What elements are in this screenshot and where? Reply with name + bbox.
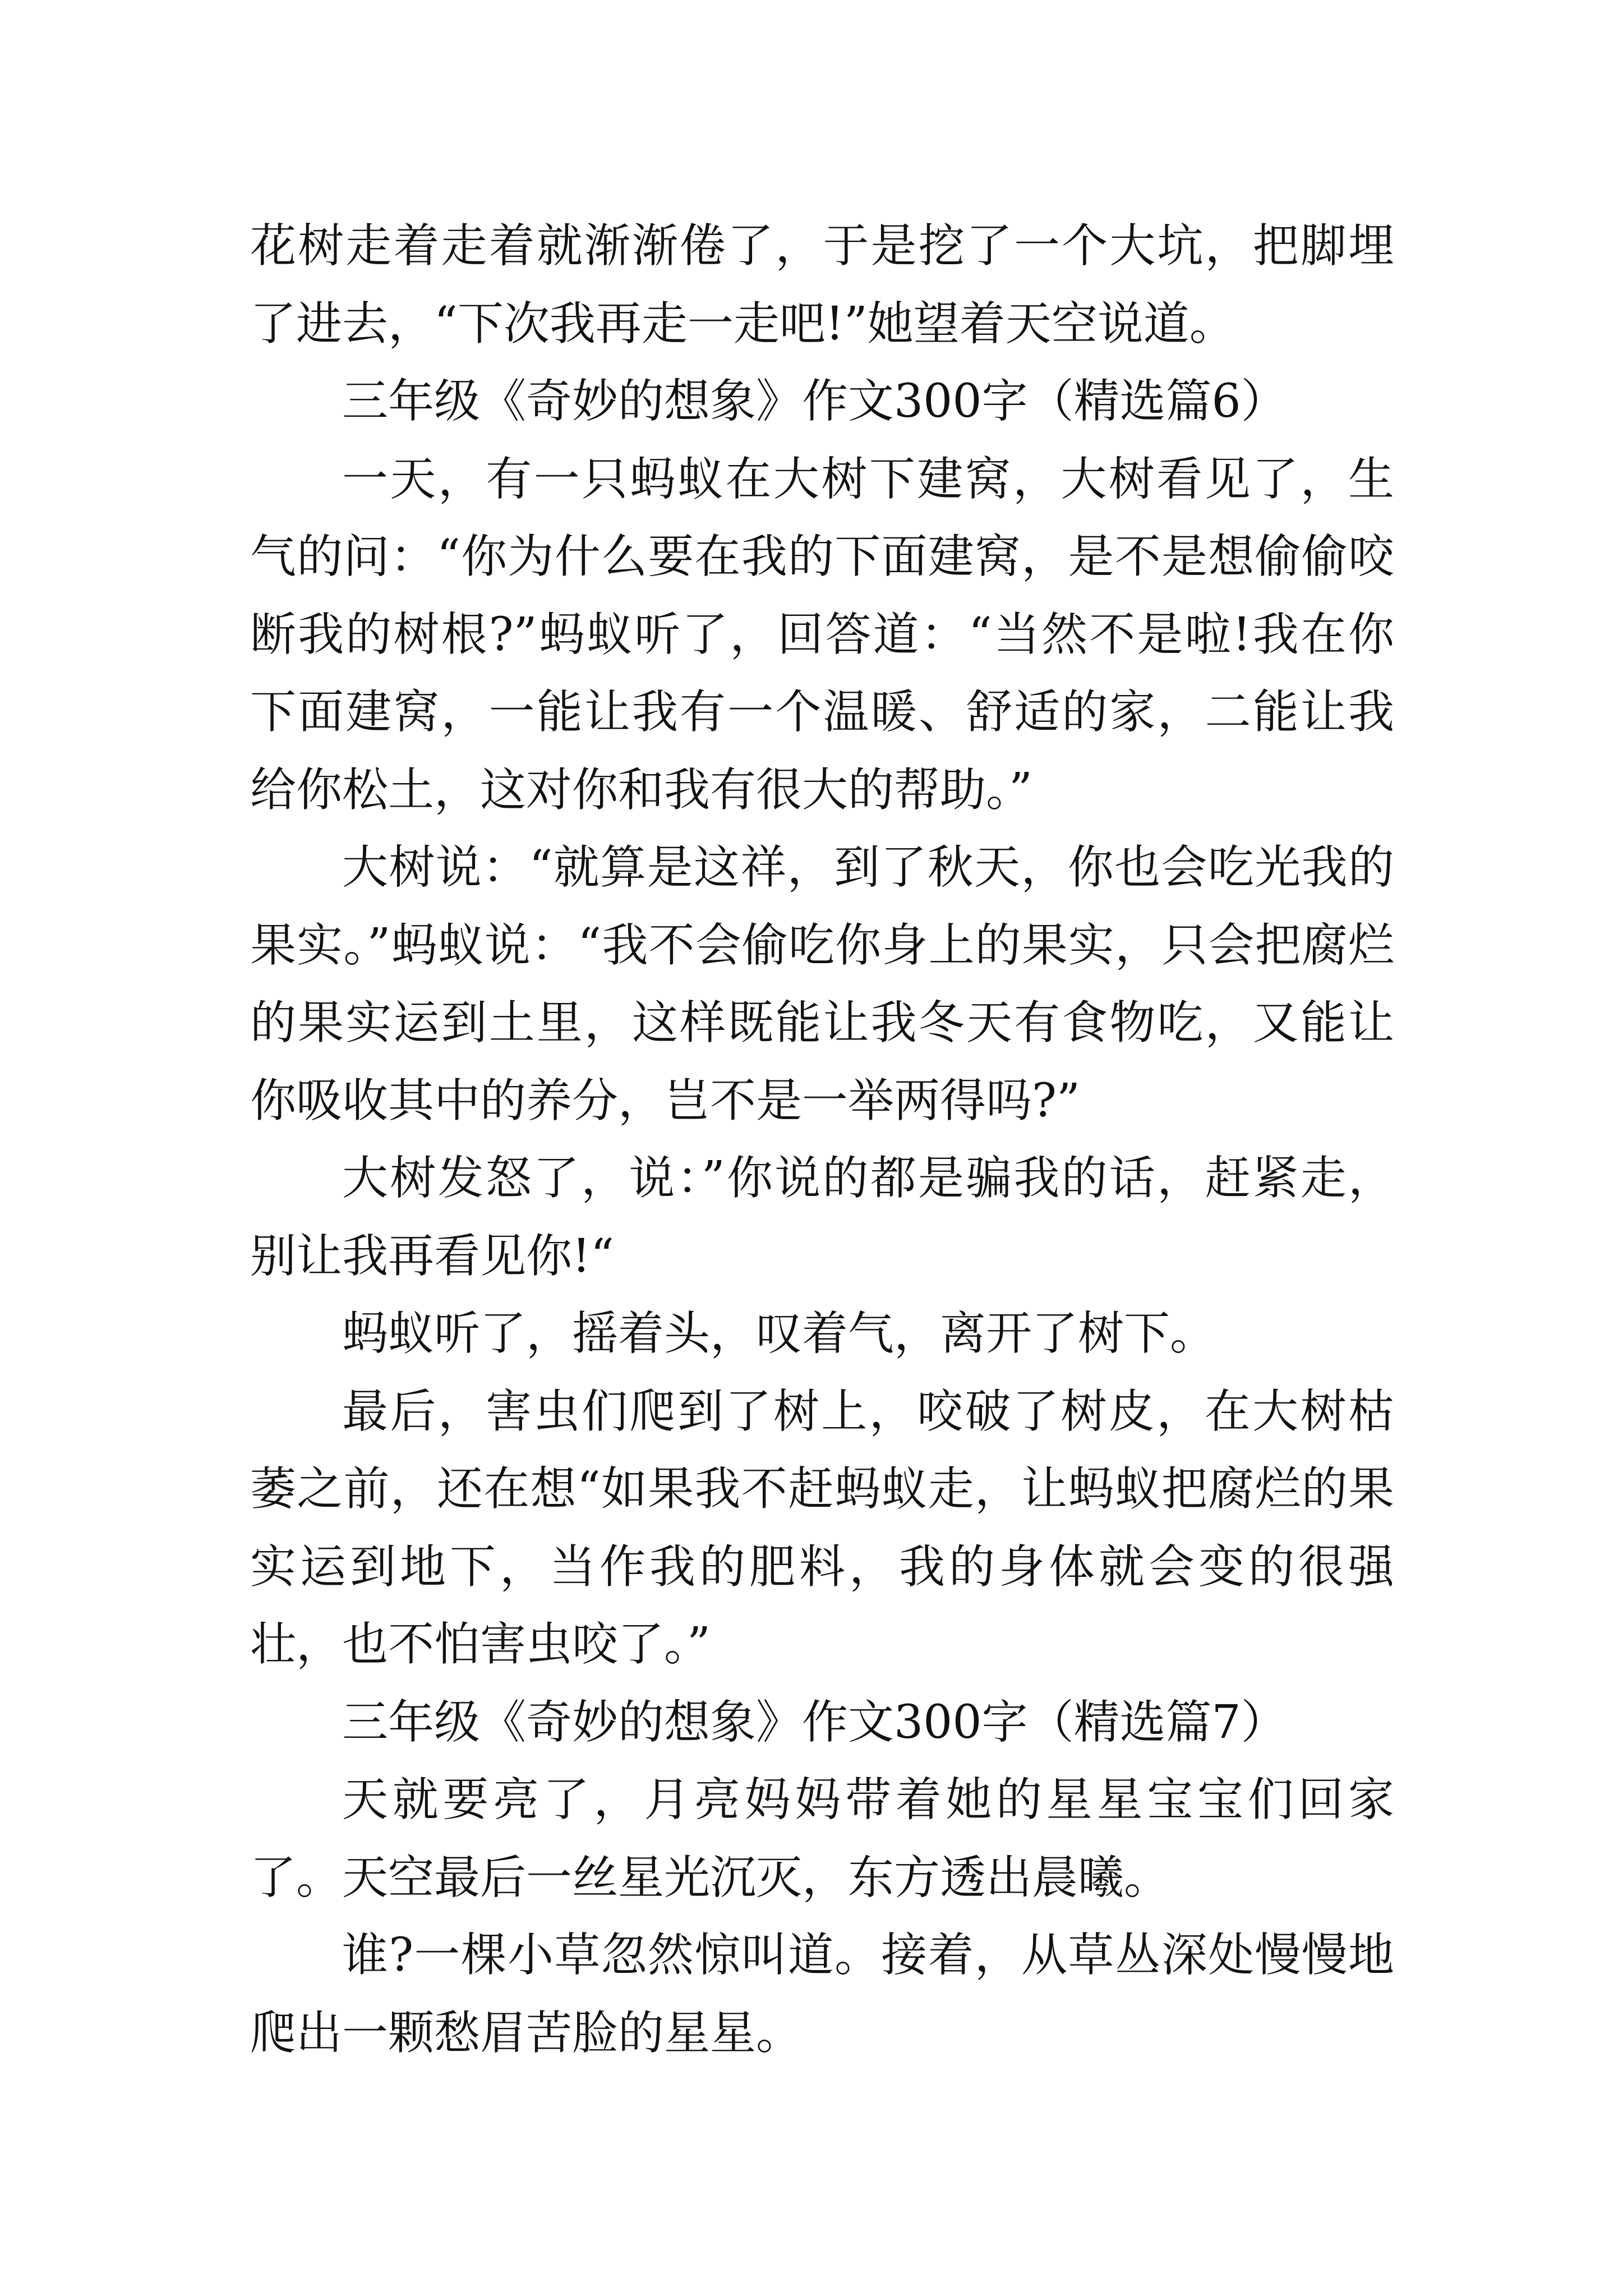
paragraph: 最后，害虫们爬到了树上，咬破了树皮，在大树枯萎之前，还在想“如果我不赶蚂蚁走，让蚂蚁把腐烂的果实运到地下，当作我的肥料，我的身体就会变的很强壮，也不怕害虫咬了。” (250, 1384, 1394, 1671)
paragraph: 蚂蚁听了，摇着头，叹着气，离开了树下。 (342, 1307, 1216, 1360)
document-body (250, 208, 1394, 2072)
paragraph-continuation: 花树走着走着就渐渐倦了，于是挖了一个大坑，把脚埋了进去，“下次我再走一走吧!”她望着天空说道。 (250, 219, 1394, 351)
section-heading-7: 三年级《奇妙的想象》作文300字（精选篇7） (342, 1695, 1287, 1749)
section-heading-6: 三年级《奇妙的想象》作文300字（精选篇6） (342, 375, 1287, 428)
paragraph: 天就要亮了，月亮妈妈带着她的星星宝宝们回家了。天空最后一丝星光沉灭，东方透出晨曦。 (250, 1773, 1394, 1904)
paragraph: 谁?一棵小草忽然惊叫道。接着，从草丛深处慢慢地爬出一颗愁眉苦脸的星星。 (250, 1929, 1394, 2060)
paragraph: 大树发怒了，说：”你说的都是骗我的话，赶紧走，别让我再看见你!“ (250, 1152, 1394, 1283)
paragraph: 大树说：“就算是这祥，到了秋天，你也会吃光我的果实。”蚂蚁说：“我不会偷吃你身上的果实，只会把腐烂的果实运到土里，这样既能让我冬天有食物吃，又能让你吸收其中的养分，岂不是一举两得吗?” (250, 841, 1394, 1128)
paragraph: 一天，有一只蚂蚁在大树下建窝，大树看见了，生气的问：“你为什么要在我的下面建窝，是不是想偷偷咬断我的树根?”蚂蚁听了，回答道：“当然不是啦!我在你下面建窝，一能让我有一个温暖、舒适的家，二能让我给你松土，这对你和我有很大的帮助。” (250, 452, 1394, 817)
